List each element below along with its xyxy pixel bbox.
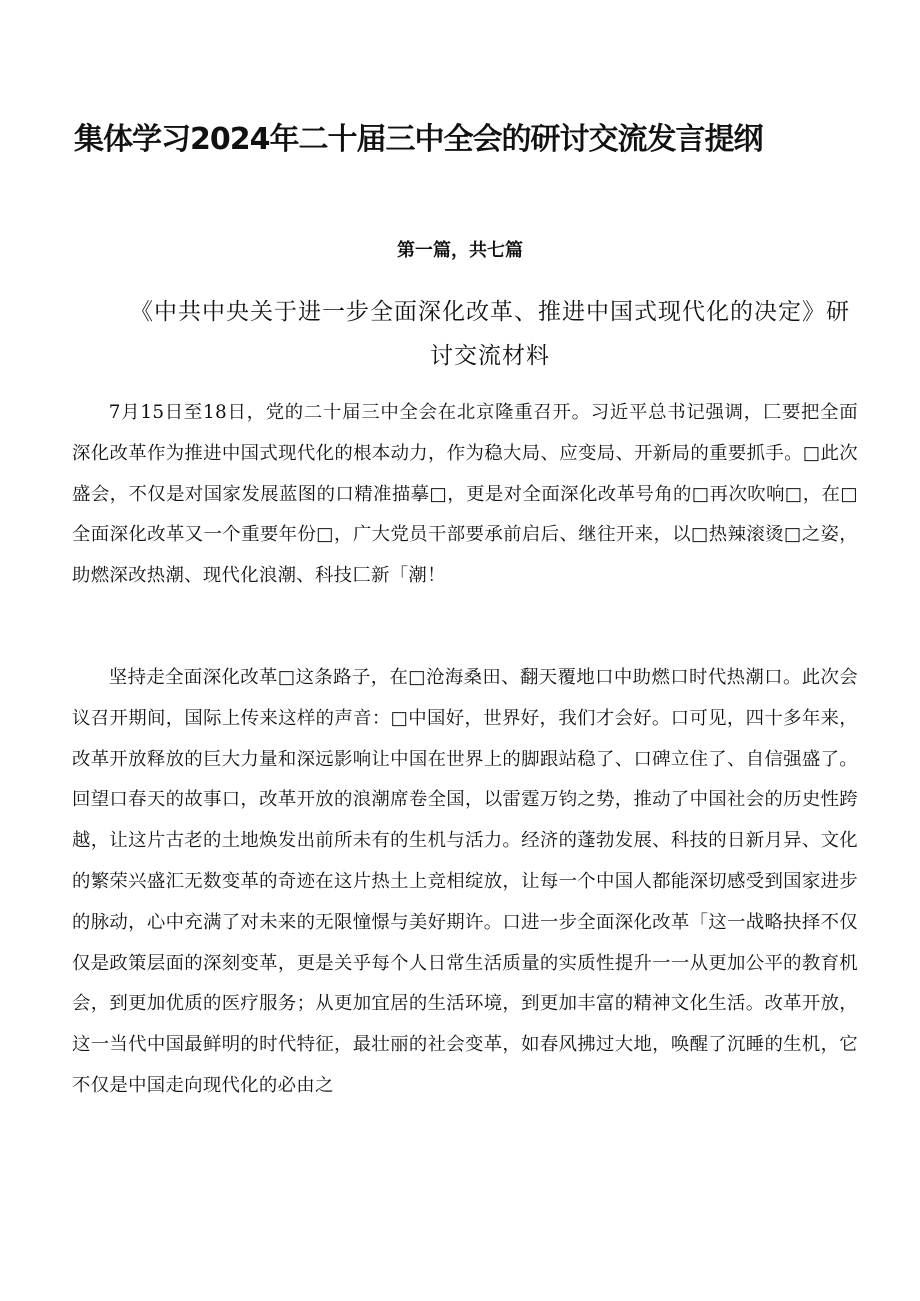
body-paragraph: 7月15日至18日，党的二十届三中全会在北京隆重召开。习近平总书记强调，匚要把全面深化改革作为推进中国式现代化的根本动力，作为稳大局、应变局、开新局的重要抓手。□此次盛会，不仅是对国家发展蓝图的口精准描摹□，更是对全面深化改革号角的□再次吹响□，在□全面深化改革又一个重要年份□，广大党员干部要承前启后、继往开来，以□热辣滚烫□之姿，助燃深改热潮、现代化浪潮、科技匚新「潮！ bbox=[72, 402, 858, 587]
document-title: 集体学习2024年二十届三中全会的研讨交流发言提纲 bbox=[74, 122, 763, 157]
document-subtitle: 《中共中央关于进一步全面深化改革、推进中国式现代化的决定》研讨交流材料 bbox=[130, 299, 850, 369]
body-paragraph: 坚持走全面深化改革□这条路子，在□沧海桑田、翻天覆地口中助燃口时代热潮口。此次会议召开期间，国际上传来这样的声音：□中国好，世界好，我们才会好。口可见，四十多年来，改革开放释放的巨大力量和深远影响让中国在世界上的脚跟站稳了、口碑立住了、自信强盛了。回望口春天的故事口，改革开放的浪潮席卷全国，以雷霆万钧之势，推动了中国社会的历史性跨越，让这片古老的土地焕发出前所未有的生机与活力。经济的蓬勃发展、科技的日新月异、文化的繁荣兴盛汇无数变革的奇迹在这片热土上竞相绽放，让每一个中国人都能深切感受到国家进步的脉动，心中充满了对未来的无限憧憬与美好期许。口进一步全面深化改革「这一战略抉择不仅仅是政策层面的深刻变革，更是关乎每个人日常生活质量的实质性提升一一从更加公平的教育机会，到更加优质的医疗服务；从更加宜居的生活环境，到更加丰富的精神文化生活。改革开放，这一当代中国最鲜明的时代特征，最壮丽的社会变革，如春风拂过大地，唤醒了沉睡的生机，它不仅是中国走向现代化的必由之 bbox=[72, 667, 858, 1096]
section-label: 第一篇，共七篇 bbox=[397, 240, 523, 261]
